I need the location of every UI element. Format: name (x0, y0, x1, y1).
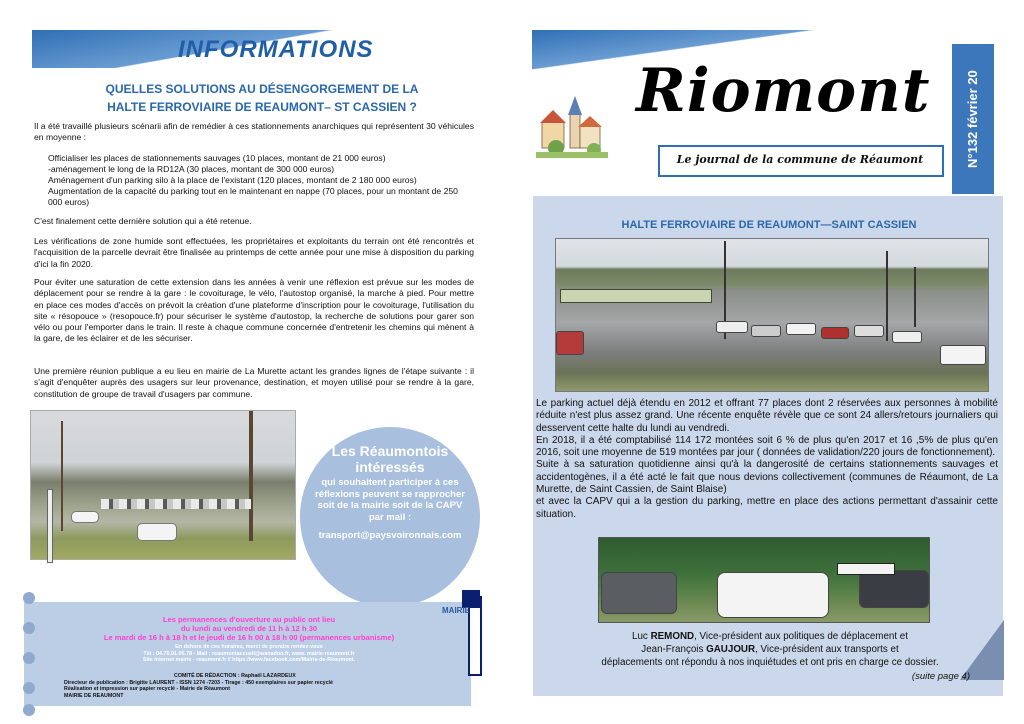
article-paragraph-3: Suite à sa saturation quotidienne ainsi qu'à la dangerosité de certains stationnements sauvages et accidentogènes, il a été acté le fait que nous devions collectivement (communes de Réaumont, de La Murette, de Saint Cassien, de Saint Blaise) (536, 459, 998, 496)
footer-contact-info (34, 644, 464, 664)
parking-photo-bottom (598, 537, 930, 623)
parking-photo-left (30, 410, 296, 560)
hours-line: Les permanences d'ouverture au public ont lieu (162, 615, 336, 624)
article-paragraph-4: et avec la CAPV qui a la gestion du parking, mettre en place des actions permettant d'assainir cette situation. (536, 496, 998, 520)
credit-line: COMITÉ DE RÉDACTION : Raphaël LAZARDEUX (174, 673, 296, 679)
retained-sentence: C'est finalement cette dernière solution qui a été retenue. (34, 216, 252, 226)
credit-line: MAIRIE DE REAUMONT (64, 692, 124, 699)
signature-block (560, 630, 980, 669)
footer-hours (34, 616, 464, 642)
train-shape (560, 289, 712, 303)
hours-line: du lundi au vendredi de 11 h à 12 h 30 (180, 623, 318, 633)
masthead-subtitle: Le journal de la commune de Réaumont (676, 153, 924, 166)
article-body (536, 398, 998, 521)
sig-rest-2: , Vice-président aux transports et (755, 644, 899, 655)
continued-note: (suite page 4) (911, 671, 970, 682)
sig-first-1: Luc (632, 631, 651, 642)
village-illustration (536, 92, 608, 160)
article-title: HALTE FERROVIAIRE DE REAUMONT—SAINT CASSIEN (621, 219, 917, 231)
meeting-paragraph: Une première réunion publique a eu lieu en mairie de La Murette actant les grandes lignes de l'étape suivante : il s'agit d'enquêter auprès des usagers sur leur provenance, destination, et moyen utilisé pour se rendre à la gare, constitution de groupe de travail d'usagers par commune. (34, 366, 474, 399)
sig-first-2: Jean-François (641, 644, 707, 655)
question-heading-line2: HALTE FERROVIAIRE DE REAUMONT– ST CASSIEN ? (107, 100, 417, 114)
road-sign (837, 563, 895, 575)
footer-dot (23, 592, 35, 604)
footer-credits (64, 673, 364, 699)
issue-number: N°132 février 20 (965, 70, 980, 168)
footer-dot (23, 704, 35, 716)
contact-circle-body: qui souhaitent participer à ces réflexions peuvent se rapprocher soit de la mairie soit de la CAPV par mail : (315, 477, 465, 523)
option-4: Augmentation de la capacité du parking tout en le maintenant en nappe (70 places, pour un montant de 250 000 euros) (48, 186, 458, 208)
sig-rest-1: , Vice-président aux politiques de déplacement et (694, 631, 908, 642)
saturation-paragraph: Pour éviter une saturation de cette extension dans les années à venir une réflexion est prévue sur les modes de déplacement pour se rendre à la gare : le covoiturage, le vélo, l'autostop organisé, la marche à pied. Pour mettre en place ces modes d'accès on prévoit la création d'une plateforme d'inscription pour le covoiturage, l'utilisation du site « résopouce » (resopouce.fr) pour sécuriser le système d'autostop, la recherche de solutions pour garer son vélo ou pour l'emporter dans le train. Il reste à chaque commune concernée d'entretenir les chemins qui mènent à la gare, de les éclairer et de les sécuriser. (34, 277, 474, 344)
sig-name-2: GAUJOUR (706, 644, 756, 655)
credit-line: Réalisation et impression sur papier recyclé - Mairie de Réaumont (64, 686, 231, 693)
contact-circle-title: Les Réaumontois intéressés (331, 443, 449, 475)
intro-paragraph: Il a été travaillé plusieurs scénarii afin de remédier à ces stationnements anarchiques qui représentent 30 véhicules en moyenne : (34, 121, 474, 143)
option-2: -aménagement le long de la RD12A (30 places, montant de 300 000 euros) (48, 164, 335, 174)
parking-photo-main (555, 238, 989, 392)
footer-dot (23, 682, 35, 694)
question-heading-line1: QUELLES SOLUTIONS AU DÉSENGORGEMENT DE LA (105, 82, 419, 96)
option-3: Aménagement d'un parking silo à la place de l'existant (120 places, montant de 2 180 000 euros) (48, 175, 417, 185)
footer-deco-frame (468, 596, 482, 676)
contact-line: En dehors de ces horaires, merci de prendre rendez-vous (175, 644, 323, 650)
wetland-paragraph: Les vérifications de zone humide sont effectuées, les propriétaires et exploitants du terrain ont été rencontrés et l'acquisition de la parcelle devrait être finalisée au printemps de cette année pour une mise à disposition du parking d'ici la fin 2020. (34, 236, 474, 269)
informations-title: INFORMATIONS (178, 36, 374, 63)
option-1: Officialiser les places de stationnements sauvages (10 places, montant de 21 000 euros) (48, 153, 386, 163)
article-paragraph-2: En 2018, il a été comptabilisé 114 172 montées soit 6 % de plus qu'en 2017 et 16 ,5% de plus qu'en 2016, soit une moyenne de 519 montées par jour ( données de validation/220 jours de fonctionnement). (536, 434, 998, 459)
sig-name-1: REMOND (650, 631, 695, 642)
article-paragraph-1: Le parking actuel déjà étendu en 2012 et offrant 77 places dont 2 réservées aux personnes à mobilité réduite n'est plus assez grand. Une récente enquête révèle que ce sont 24 allers/retours journaliers qui desservent cette halte du lundi au vendredi. (536, 398, 998, 434)
contact-email-link[interactable]: transport@paysvoironnais.com (318, 530, 462, 541)
credit-line: Directeur de publication : Brigitte LAURENT - ISSN 1274 -7203 - Tirage : 450 exemplaires sur papier recyclé (64, 679, 333, 686)
contact-line: Tél : 04.76.91.05.78 - Mail : reaumontaccueil@wanadoo.fr, www. mairie-reaumont.fr (143, 650, 355, 657)
sig-line-3: déplacements ont répondu à nos inquiétudes et ont pris en charge ce dossier. (601, 657, 939, 668)
masthead-title: Riomont (636, 56, 931, 126)
footer-mairie-label: MAIRIE (442, 606, 470, 615)
hours-line: Le mardi de 16 h à 18 h et le jeudi de 16 h 00 à 18 h 00 (permanences urbanisme) (103, 632, 395, 642)
contact-line: Site internet mairie - reaumont.fr // https://www.facebook.com/Mairie-de-Réaumont. (142, 657, 356, 664)
